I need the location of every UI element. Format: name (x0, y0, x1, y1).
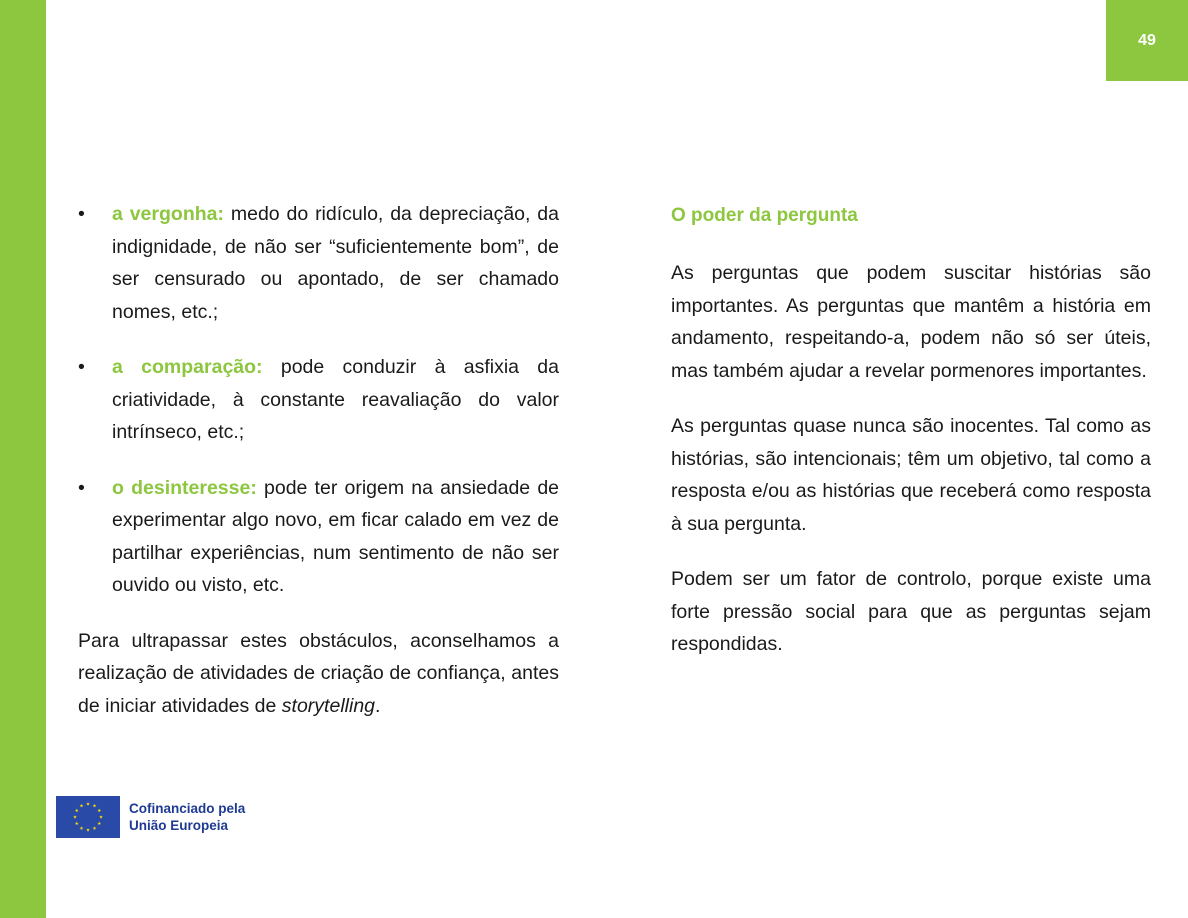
page-number-box (1106, 0, 1188, 81)
left-column (78, 198, 559, 745)
eu-cofunding-logo (56, 796, 245, 838)
bullet-marker: • (78, 203, 85, 225)
bullet-text: medo do ridículo, da depreciação, da indignidade, de não ser “suficientemente bom”, de ser censurado ou apontado, de ser chamado nomes, etc.; (112, 203, 559, 323)
paragraph: Podem ser um fator de controlo, porque existe uma forte pressão social para que as perguntas sejam respondidas. (671, 568, 1151, 655)
bullet-term: o desinteresse: (112, 476, 257, 499)
eu-text-line2: União Europeia (129, 818, 229, 833)
section-heading: O poder da pergunta (671, 205, 858, 226)
right-column (671, 198, 1151, 684)
bullet-text: pode ter origem na ansiedade de experimentar algo novo, em ficar calado em vez de partilhar experiências, num sentimento de não ser ouvido ou visto, etc. (112, 476, 560, 596)
eu-text-line1: Cofinanciado pela (129, 801, 246, 816)
eu-cofunding-text (129, 800, 245, 834)
closing-paragraph (78, 625, 559, 723)
list-item (78, 351, 559, 449)
bullet-marker: • (78, 476, 85, 499)
bullet-marker: • (78, 356, 85, 378)
closing-text: Para ultrapassar estes obstáculos, aconselhamos a realização de atividades de criação de confiança, antes de iniciar atividades de (78, 629, 559, 717)
obstacle-list (78, 198, 559, 602)
left-accent-bar (0, 0, 46, 918)
closing-end: . (375, 694, 381, 717)
page-number: 49 (1138, 31, 1156, 49)
list-item (78, 472, 559, 602)
list-item (78, 198, 559, 328)
paragraph: As perguntas quase nunca são inocentes. Tal como as histórias, são intencionais; têm um objetivo, tal como a resposta e/ou as histórias que receberá como resposta à sua pergunta. (671, 415, 1151, 535)
bullet-text: pode conduzir à asfixia da criatividade, à constante reavaliação do valor intrínseco, etc.; (112, 356, 559, 443)
closing-italic: storytelling (281, 694, 376, 717)
bullet-term: a vergonha: (112, 203, 224, 225)
paragraph: As perguntas que podem suscitar histórias são importantes. As perguntas que mantêm a história em andamento, respeitando-a, podem não só ser úteis, mas também ajudar a revelar pormenores importantes. (671, 262, 1151, 382)
bullet-term: a comparação: (112, 356, 263, 378)
eu-flag-icon (56, 796, 120, 838)
